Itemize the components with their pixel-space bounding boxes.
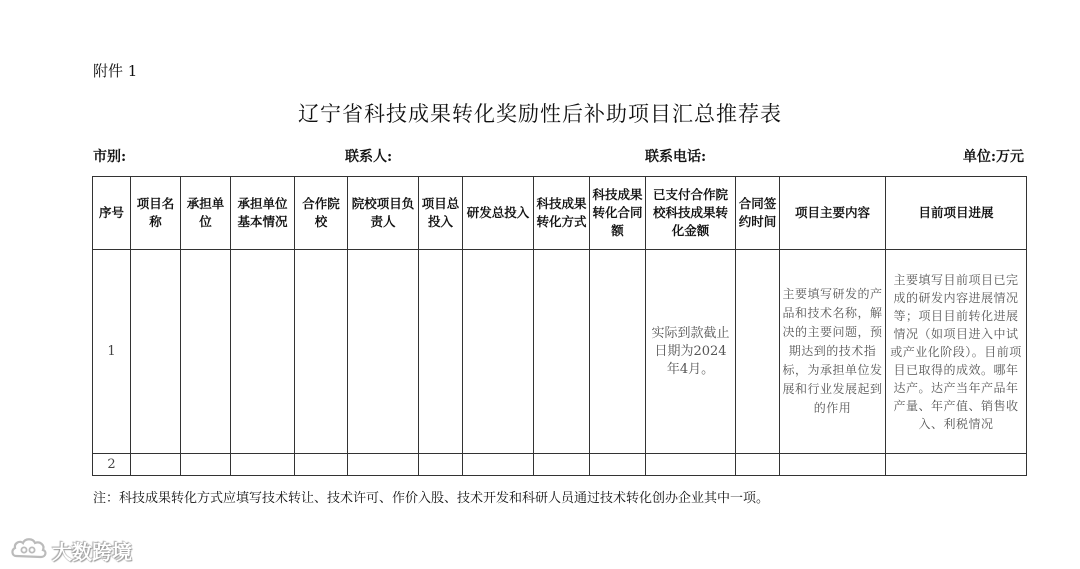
table-cell <box>419 454 463 476</box>
table-cell <box>646 454 736 476</box>
header-cell-progress: 目前项目进展 <box>886 177 1027 250</box>
cloud-logo-icon <box>10 534 48 564</box>
header-cell-paid-amount: 已支付合作院校科技成果转化金额 <box>646 177 736 250</box>
header-cell-college-lead: 院校项目负责人 <box>348 177 419 250</box>
footnote: 注：科技成果转化方式应填写技术转让、技术许可、作价入股、技术开发和科研人员通过技术转化创办企业其中一项。 <box>93 491 770 506</box>
header-cell-total-investment: 项目总投入 <box>419 177 463 250</box>
main-content-note: 主要填写研发的产品和技术名称，解决的主要问题，预期达到的技术指标，为承担单位发展和行业发展起到的作用 <box>780 250 886 454</box>
header-cell-no: 序号 <box>93 177 131 250</box>
table-cell <box>231 250 295 454</box>
table-cell <box>886 454 1027 476</box>
header-cell-contract-amount: 科技成果转化合同额 <box>590 177 646 250</box>
table-cell <box>534 454 590 476</box>
page-title: 辽宁省科技成果转化奖励性后补助项目汇总推荐表 <box>298 102 782 126</box>
row-number: 2 <box>93 454 131 476</box>
table-cell <box>181 250 231 454</box>
table-cell <box>780 454 886 476</box>
table-cell <box>348 454 419 476</box>
table-cell <box>295 454 348 476</box>
table-row <box>93 454 1027 476</box>
header-cell-partner-college: 合作院校 <box>295 177 348 250</box>
paid-amount-note: 实际到款截止日期为2024年4月。 <box>646 250 736 454</box>
header-cell-transfer-method: 科技成果转化方式 <box>534 177 590 250</box>
city-label: 市别: <box>93 149 127 165</box>
table-cell <box>348 250 419 454</box>
table-cell <box>131 454 181 476</box>
table-cell <box>590 454 646 476</box>
progress-note: 主要填写目前项目已完成的研发内容进展情况等；项目目前转化进展情况（如项目进入中试或产业化阶段）。目前项目已取得的成效。哪年达产。达产当年产品年产量、年产值、销售收入、利税情况 <box>886 250 1027 454</box>
table-cell <box>736 454 780 476</box>
header-cell-sign-date: 合同签约时间 <box>736 177 780 250</box>
phone-label: 联系电话: <box>645 149 707 165</box>
header-cell-rd-investment: 研发总投入 <box>463 177 534 250</box>
table-cell <box>419 250 463 454</box>
attachment-label: 附件 1 <box>93 62 138 80</box>
header-cell-unit-basic-info: 承担单位基本情况 <box>231 177 295 250</box>
table-cell <box>295 250 348 454</box>
watermark <box>10 532 150 566</box>
table-cell <box>131 250 181 454</box>
table-cell <box>736 250 780 454</box>
row-number: 1 <box>93 250 131 454</box>
table-cell <box>463 454 534 476</box>
header-cell-project-name: 项目名称 <box>131 177 181 250</box>
table-cell <box>534 250 590 454</box>
header-cell-undertaking-unit: 承担单位 <box>181 177 231 250</box>
table-cell <box>181 454 231 476</box>
header-cell-main-content: 项目主要内容 <box>780 177 886 250</box>
unit-label: 单位:万元 <box>962 149 1024 165</box>
table-cell <box>590 250 646 454</box>
table-cell <box>231 454 295 476</box>
table-header-row <box>93 177 1027 250</box>
contact-label: 联系人: <box>345 149 393 165</box>
table-row <box>93 250 1027 454</box>
recommendation-table <box>92 176 1027 476</box>
watermark-text: 大数跨境 <box>52 540 132 564</box>
table-cell <box>463 250 534 454</box>
